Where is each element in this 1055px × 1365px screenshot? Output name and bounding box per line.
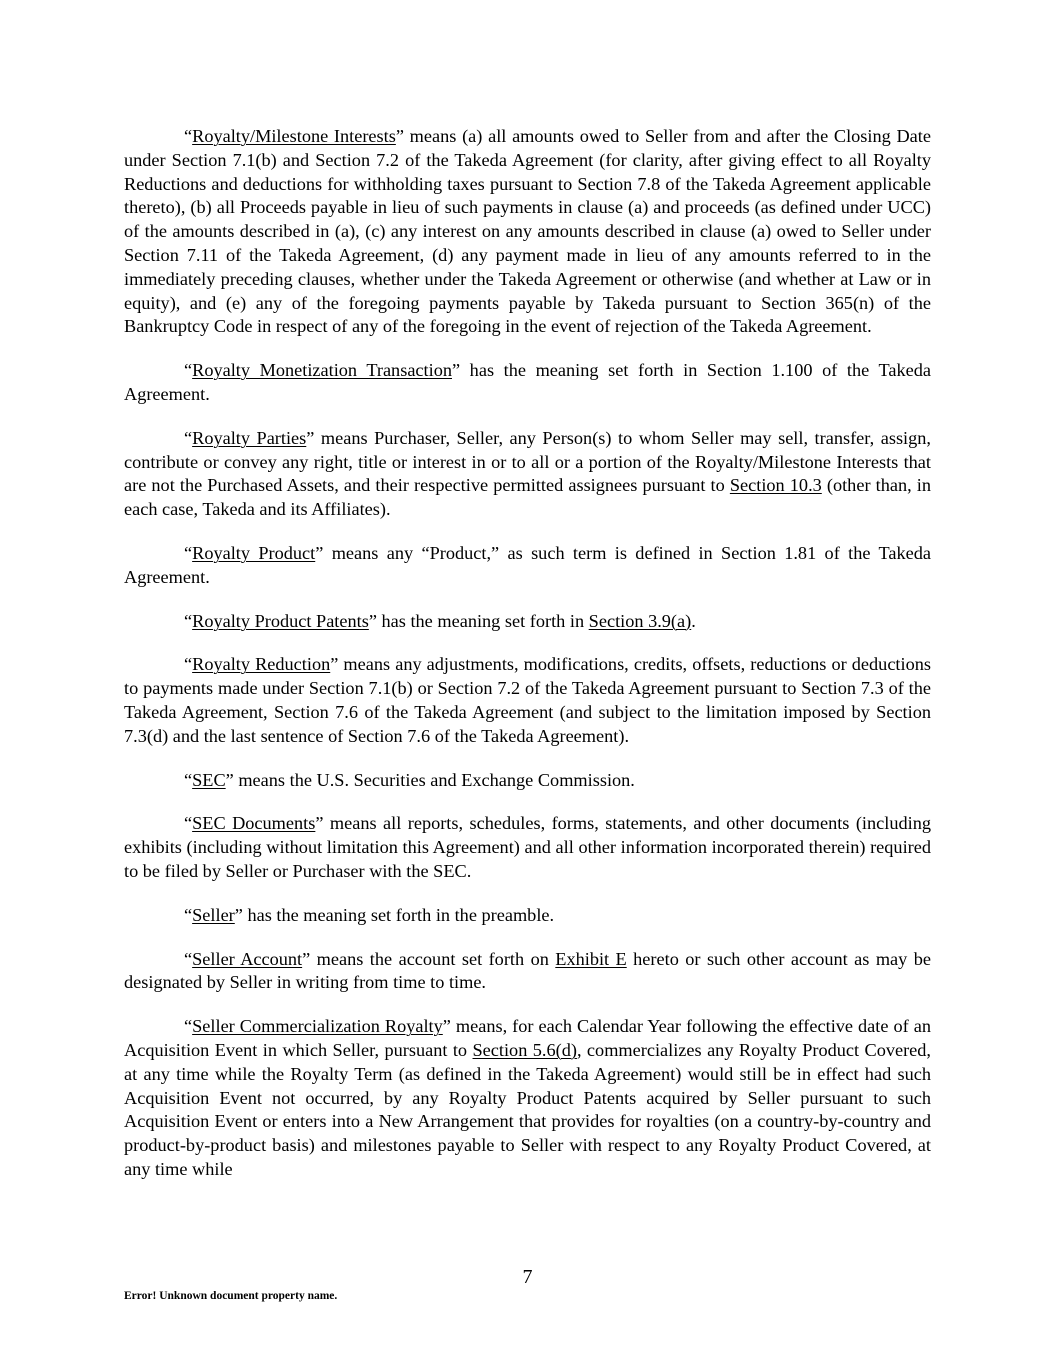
defined-term: Seller Commercialization Royalty <box>192 1016 443 1037</box>
definition-royalty-reduction: “Royalty Reduction” means any adjustments, modifications, credits, offsets, reductions or deductions to payments made under Section 7.1(b) or Section 7.2 of the Takeda Agreement pursuant to Section 7.3 of the Takeda Agreement, Section 7.6 of the Takeda Agreement (and subject to the limitation imposed by Section 7.3(d) and the last sentence of Section 7.6 of the Takeda Agreement). <box>124 654 931 746</box>
definition-text: (other than, in each case, Takeda and its Affiliates). <box>124 475 931 520</box>
definition-royalty-product-patents: “Royalty Product Patents” has the meaning set forth in Section 3.9(a). <box>184 610 696 631</box>
definition-royalty-product: “Royalty Product” means any “Product,” as such term is defined in Section 1.81 of the Takeda Agreement. <box>124 542 931 587</box>
defined-term: Royalty Monetization Transaction <box>192 360 452 381</box>
defined-term: Royalty Reduction <box>192 654 331 675</box>
definition-royalty-monetization-transaction: “Royalty Monetization Transaction” has the meaning set forth in Section 1.100 of the Takeda Agreement. <box>124 360 931 404</box>
defined-term: Royalty/Milestone Interests <box>192 126 396 146</box>
definition-text: , commercializes any Royalty Product Covered, at any time while the Royalty Term (as defined in the Takeda Agreement) would still be in effect had such Acquisition Event not occurred, by any Royalty Product Patents acquired by Seller pursuant to such Acquisition Event or enters into a New Arrangement that provides for royalties (on a country-by-country and product-by-product basis) and milestones payable to Seller with respect to any Royalty Product Covered, at any time while <box>124 1039 932 1179</box>
definition-sec: “SEC” means the U.S. Securities and Exchange Commission. <box>184 769 635 790</box>
cross-reference-exhibit-e: Exhibit E <box>555 948 627 969</box>
definition-text: ” has the meaning set forth in Section 1.100 of the Takeda Agreement. <box>124 360 931 404</box>
definition-text: ” means, for each Calendar Year following the effective date of an Acquisition Event in which Seller, pursuant to <box>124 1016 931 1060</box>
definition-seller-account: “Seller Account” means the account set forth on Exhibit E hereto or such other account as may be designated by Seller in writing from time to time. <box>124 948 931 993</box>
definition-text: ” has the meaning set forth in the preamble. <box>234 904 555 925</box>
cross-reference-section-10-3: Section 10.3 <box>729 475 822 496</box>
defined-term: Seller Account <box>192 948 303 969</box>
cross-reference-section-3-9-a: Section 3.9(a) <box>588 610 692 631</box>
defined-term: Royalty Product Patents <box>192 610 369 631</box>
page-number: 7 <box>522 1266 533 1288</box>
definition-text: ” has the meaning set forth in <box>368 610 589 631</box>
definition-seller-commercialization-royalty: “Seller Commercialization Royalty” means, for each Calendar Year following the effective date of an Acquisition Event in which Seller, pursuant to Section 5.6(d), commercializes any Royalty Product Covered, at any time while the Royalty Term (as defined in the Takeda Agreement) would still be in effect had such Acquisition Event not occurred, by any Royalty Product Patents acquired by Seller pursuant to such Acquisition Event or enters into a New Arrangement that provides for royalties (on a country-by-country and product-by-product basis) and milestones payable to Seller with respect to any Royalty Product Covered, at any time while <box>124 1016 932 1179</box>
defined-term: SEC <box>192 769 226 790</box>
defined-term: Royalty Parties <box>192 427 307 448</box>
definition-sec-documents: “SEC Documents” means all reports, schedules, forms, statements, and other documents (including exhibits (including without limitation this Agreement) and all other information incorporated therein) required to be filed by Seller or Purchaser with the SEC. <box>124 813 931 881</box>
footer-error-note: Error! Unknown document property name. <box>124 1290 338 1302</box>
defined-term: Royalty Product <box>192 542 316 563</box>
definition-royalty-milestone-interests: “Royalty/Milestone Interests” means (a) all amounts owed to Seller from and after the Closing Date under Section 7.1(b) and Section 7.2 of the Takeda Agreement (for clarity, after giving effect to all Royalty Reductions and deductions for withholding taxes pursuant to Section 7.8 of the Takeda Agreement applicable thereto), (b) all Proceeds payable in lieu of such payments in clause (a) and proceeds (as defined under UCC) of the amounts described in (a), (c) any interest on any amounts described in clause (a) owed to Seller under Section 7.11 of the Takeda Agreement, (d) any payment made in lieu of any amounts referred to in the immediately preceding clauses, whether under the Takeda Agreement or otherwise (and whether at Law or in equity), and (e) any of the foregoing payments payable by Takeda pursuant to Section 365(n) of the Bankruptcy Code in respect of any of the foregoing in the event of rejection of the Takeda Agreement. <box>124 126 931 337</box>
definition-text: ” means Purchaser, Seller, any Person(s) to whom Seller may sell, transfer, assign, contribute or convey any right, title or interest in or to all or a portion of the Royalty/Milestone Interests that are not the Purchased Assets, and their respective permitted assignees pursuant to <box>124 427 931 496</box>
cross-reference-section-5-6-d: Section 5.6(d) <box>472 1039 577 1060</box>
definition-text: ” means any “Product,” as such term is defined in Section 1.81 of the Takeda Agreement. <box>124 542 931 587</box>
definition-seller: “Seller” has the meaning set forth in the preamble. <box>184 904 555 925</box>
definition-text: hereto or such other account as may be designated by Seller in writing from time to time. <box>124 948 931 993</box>
defined-term: SEC Documents <box>192 813 316 834</box>
document-body <box>124 125 931 1202</box>
definition-text: ” means (a) all amounts owed to Seller from and after the Closing Date under Section 7.1(b) and Section 7.2 of the Takeda Agreement (for clarity, after giving effect to all Royalty Reductions and deductions for withholding taxes pursuant to Section 7.8 of the Takeda Agreement applicable thereto), (b) all Proceeds payable in lieu of such payments in clause (a) and proceeds (as defined under UCC) of the amounts described in (a), (c) any interest on any amounts described in clause (a) owed to Seller under Section 7.11 of the Takeda Agreement, (d) any payment made in lieu of any amounts referred to in the immediately preceding clauses, whether under the Takeda Agreement or otherwise (and whether at Law or in equity), and (e) any of the foregoing payments payable by Takeda pursuant to Section 365(n) of the Bankruptcy Code in respect of any of the foregoing in the event of rejection of the Takeda Agreement. <box>124 126 931 337</box>
definition-text: ” means all reports, schedules, forms, statements, and other documents (including exhibits (including without limitation this Agreement) and all other information incorporated therein) required to be filed by Seller or Purchaser with the SEC. <box>124 813 931 881</box>
definition-royalty-parties: “Royalty Parties” means Purchaser, Seller, any Person(s) to whom Seller may sell, transfer, assign, contribute or convey any right, title or interest in or to all or a portion of the Royalty/Milestone Interests that are not the Purchased Assets, and their respective permitted assignees pursuant to Section 10.3 (other than, in each case, Takeda and its Affiliates). <box>124 427 931 520</box>
definition-text: ” means the U.S. Securities and Exchange Commission. <box>225 769 635 790</box>
definition-text: ” means any adjustments, modifications, credits, offsets, reductions or deductions to payments made under Section 7.1(b) or Section 7.2 of the Takeda Agreement pursuant to Section 7.3 of the Takeda Agreement, Section 7.6 of the Takeda Agreement (and subject to the limitation imposed by Section 7.3(d) and the last sentence of Section 7.6 of the Takeda Agreement). <box>124 654 931 746</box>
definition-text: ” means the account set forth on <box>302 948 556 969</box>
definition-text: . <box>691 610 696 631</box>
defined-term: Seller <box>192 904 235 925</box>
